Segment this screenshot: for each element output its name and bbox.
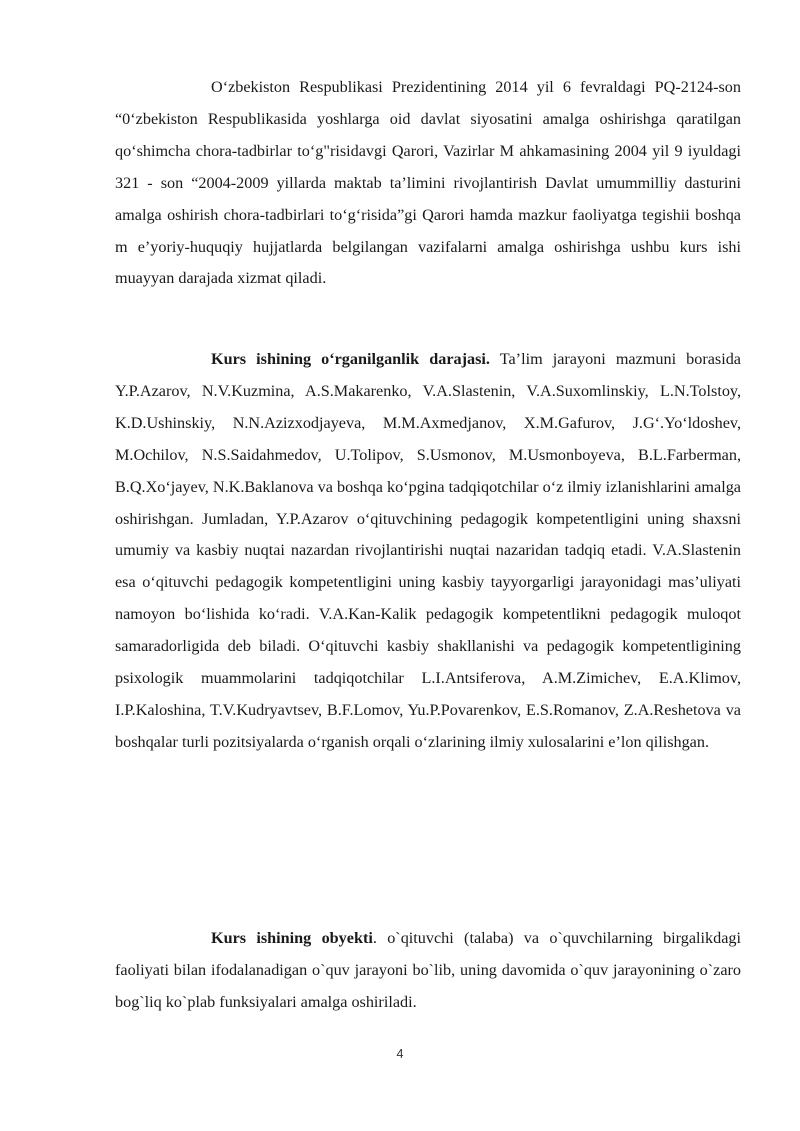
paragraph-text: O‘zbekiston Respublikasi Prezidentining 2014 yil 6 fevraldagi PQ-2124-son “0‘zbekiston Respublikasida yoshlarga oid davlat siyosatini amalga oshirishga qaratilgan qo‘shimcha chora-tadbirlar to‘g"risidavgi Qarori, Vazirlar M ahkamasining 2004 yil 9 iyuldagi 321 - son “2004-2009 yillarda maktab ta’limini rivojlantirish Davlat umummilliy dasturini amalga oshirish chora-tadbirlari to‘g‘risida”gi Qarori hamda mazkur faoliyatga tegishii boshqa m e’yoriy-huquqiy hujjatlarda belgilangan vazifalarni amalga oshirishga ushbu kurs ishi muayyan darajada xizmat qiladi. <box>115 78 741 288</box>
paragraph-legal-basis <box>115 72 741 295</box>
paragraph-text: . o`qituvchi (talaba) va o`quvchilarning birgalikdagi faoliyati bilan ifodalanadigan o`quv jarayoni bo`lib, uning davomida o`quv jarayonining o`zaro bog`liq ko`plab funksiyalari amalga oshiriladi. <box>115 929 741 1011</box>
paragraph-research-degree <box>115 344 741 759</box>
section-heading: Kurs ishining o‘rganilganlik darajasi. <box>211 350 490 368</box>
page-number: 4 <box>396 1047 404 1061</box>
paragraph-research-object <box>115 923 741 1019</box>
section-heading: Kurs ishining obyekti <box>211 929 373 947</box>
paragraph-text: Ta’lim jarayoni mazmuni borasida Y.P.Azarov, N.V.Kuzmina, A.S.Makarenko, V.A.Slastenin, V.A.Suxomlinskiy, L.N.Tolstoy, K.D.Ushinskiy, N.N.Azizxodjayeva, M.M.Axmedjanov, X.M.Gafurov, J.G‘.Yo‘ldoshev, M.Ochilov, N.S.Saidahmedov, U.Tolipov, S.Usmonov, M.Usmonboyeva, B.L.Farberman, B.Q.Xo‘jayev, N.K.Baklanova va boshqa ko‘pgina tadqiqotchilar o‘z ilmiy izlanishlarini amalga oshirishgan. Jumladan, Y.P.Azarov o‘qituvchining pedagogik kompetentligini uning shaxsni umumiy va kasbiy nuqtai nazardan rivojlantirishi nuqtai nazaridan tadqiq etadi. V.A.Slastenin esa o‘qituvchi pedagogik kompetentligini uning kasbiy tayyorgarligi jarayonidagi mas’uliyati namoyon bo‘lishida ko‘radi. V.A.Kan-Kalik pedagogik kompetentlikni pedagogik muloqot samaradorligida deb biladi. O‘qituvchi kasbiy shakllanishi va pedagogik kompetentligining psixologik muammolarini tadqiqotchilar L.I.Antsiferova, A.M.Zimichev, E.A.Klimov, I.P.Kaloshina, T.V.Kudryavtsev, B.F.Lomov, Yu.P.Povarenkov, E.S.Romanov, Z.A.Reshetova va boshqalar turli pozitsiyalarda o‘rganish orqali o‘zlarining ilmiy xulosalarini e’lon qilishgan. <box>115 350 741 751</box>
